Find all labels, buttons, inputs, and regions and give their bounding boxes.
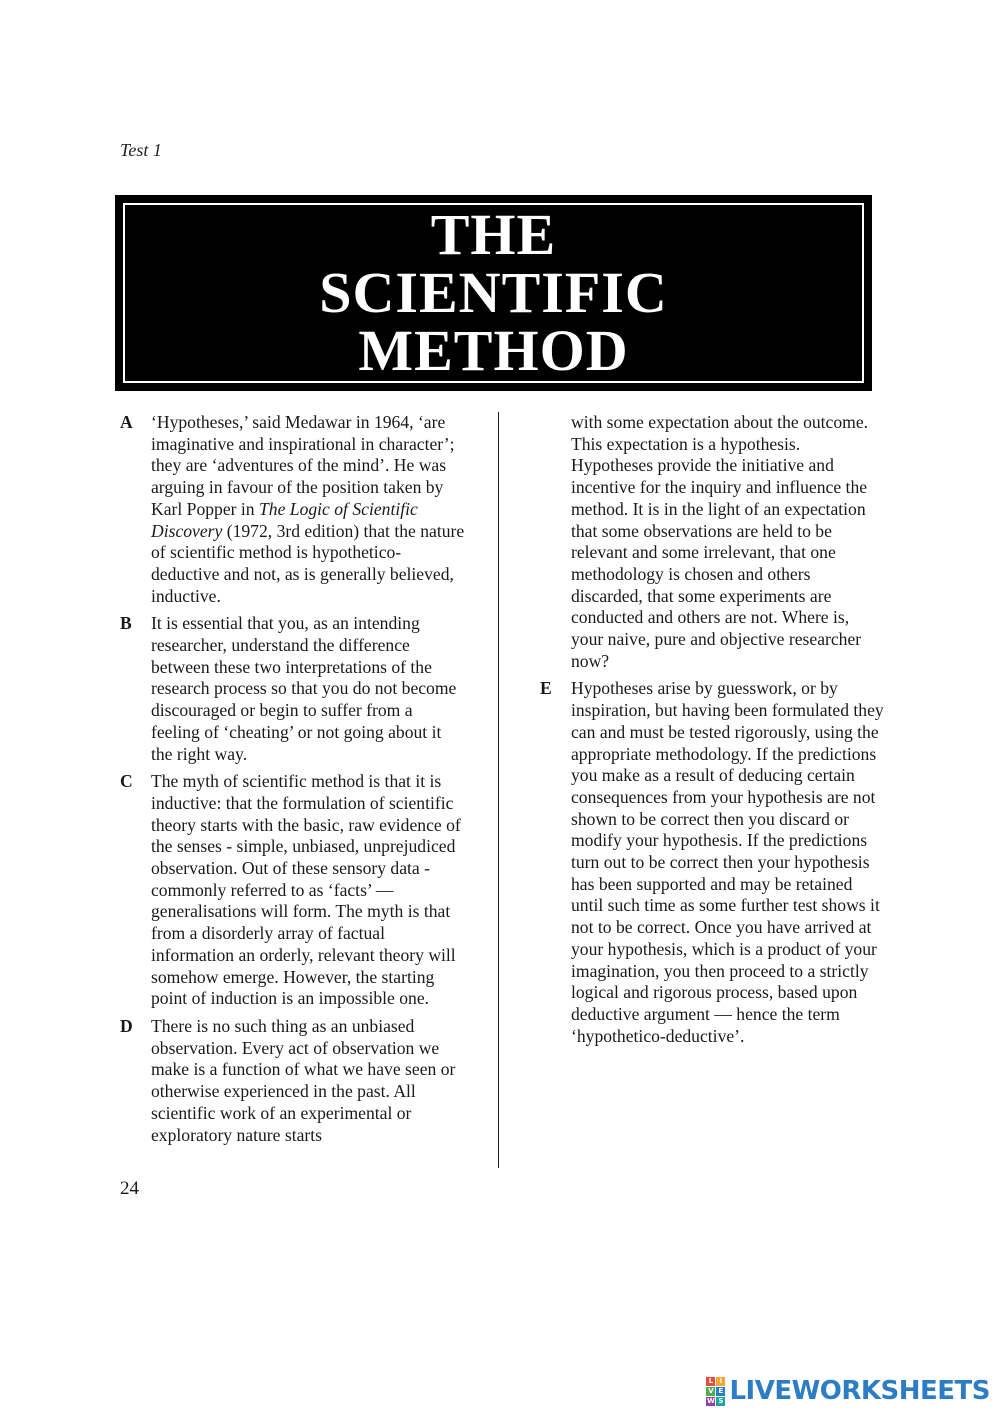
paragraph-a-text-2: (1972, 3rd edition) that the nature of scientific method is hypothetico-deductive and not, as is generally believed, inductive. — [151, 520, 465, 606]
paragraph-text: There is no such thing as an unbiased observation. Every act of observation we make is a function of what we have seen or otherwise experienced in the past. All scientific work of an experimental or exploratory nature starts — [151, 1015, 456, 1145]
column-divider — [498, 412, 499, 1168]
paragraph-a-text-1: ‘Hypotheses,’ said Medawar in 1964, ‘are imaginative and inspirational in character’; they are ‘adventures of the mind’. He was arguing in favour of the position taken by Karl Popper in — [151, 412, 455, 519]
title-line-2: SCIENTIFIC — [319, 260, 668, 325]
logo-tile: S — [718, 1396, 724, 1405]
title-banner — [115, 195, 872, 391]
paragraph-letter: D — [120, 1015, 133, 1036]
title-line-1: THE — [430, 202, 557, 267]
book-title: The Logic of Scientific Discovery — [151, 498, 418, 541]
left-column — [120, 412, 465, 1152]
logo-tile: I — [716, 1377, 725, 1386]
page-number: 24 — [120, 1178, 139, 1199]
logo-tile: W — [707, 1396, 715, 1405]
logo-tile: V — [708, 1386, 714, 1395]
paragraph-e — [540, 678, 885, 1047]
paragraph-text — [151, 412, 465, 607]
logo-tile: E — [716, 1387, 725, 1396]
paragraph-a — [120, 412, 465, 607]
right-column — [540, 412, 885, 1053]
paragraph-b — [120, 613, 465, 765]
logo-tile: L — [706, 1377, 715, 1386]
paragraph-letter: B — [120, 613, 132, 634]
paragraph-text: It is essential that you, as an intending researcher, understand the difference between these two interpretations of the research process so that you do not become discouraged or begin to suffer from a feeling of ‘cheating’ or not going about it the right way. — [151, 613, 457, 764]
brand-name: LIVEWORKSHEETS — [729, 1376, 990, 1406]
liveworksheets-logo-icon — [706, 1377, 725, 1406]
test-label: Test 1 — [120, 140, 162, 160]
paragraph-d — [120, 1016, 465, 1146]
title-line-3: METHOD — [358, 318, 629, 383]
paragraph-c — [120, 771, 465, 1010]
liveworksheets-brand — [706, 1376, 990, 1406]
title-banner-frame — [123, 203, 864, 383]
paragraph-d-continued: with some expectation about the outcome. This expectation is a hypothesis. Hypotheses provide the initiative and incentive for the inquiry and influence the method. It is in the light of an expectation that some observations are held to be relevant and some irrelevant, that one methodology is chosen and others discarded, that some experiments are conducted and others are not. Where is, your naive, pure and objective researcher now? — [571, 412, 869, 671]
paragraph-letter: A — [120, 412, 133, 432]
paragraph-letter: E — [540, 678, 552, 699]
paragraph-text: The myth of scientific method is that it is inductive: that the formulation of scientific theory starts with the basic, raw evidence of the senses - simple, unbiased, unprejudiced observation. Out of these sensory data - commonly referred to as ‘facts’ — generalisations will form. The myth is that from a disorderly array of factual information an orderly, relevant theory will somehow emerge. However, the starting point of induction is an impossible one. — [151, 771, 461, 1009]
paragraph-letter: C — [120, 771, 133, 792]
paragraph-text: Hypotheses arise by guesswork, or by inspiration, but having been formulated they can and must be tested rigorously, using the appropriate methodology. If the predictions you make as a result of deducing certain consequences from your hypothesis are not shown to be correct then you discard or modify your hypothesis. If the predictions turn out to be correct then your hypothesis has been supported and may be retained until such time as some further test shows it not to be correct. Once you have arrived at your hypothesis, which is a product of your imagination, you then proceed to a strictly logical and rigorous process, based upon deductive argument — hence the term ‘hypothetico-deductive’. — [571, 678, 884, 1046]
